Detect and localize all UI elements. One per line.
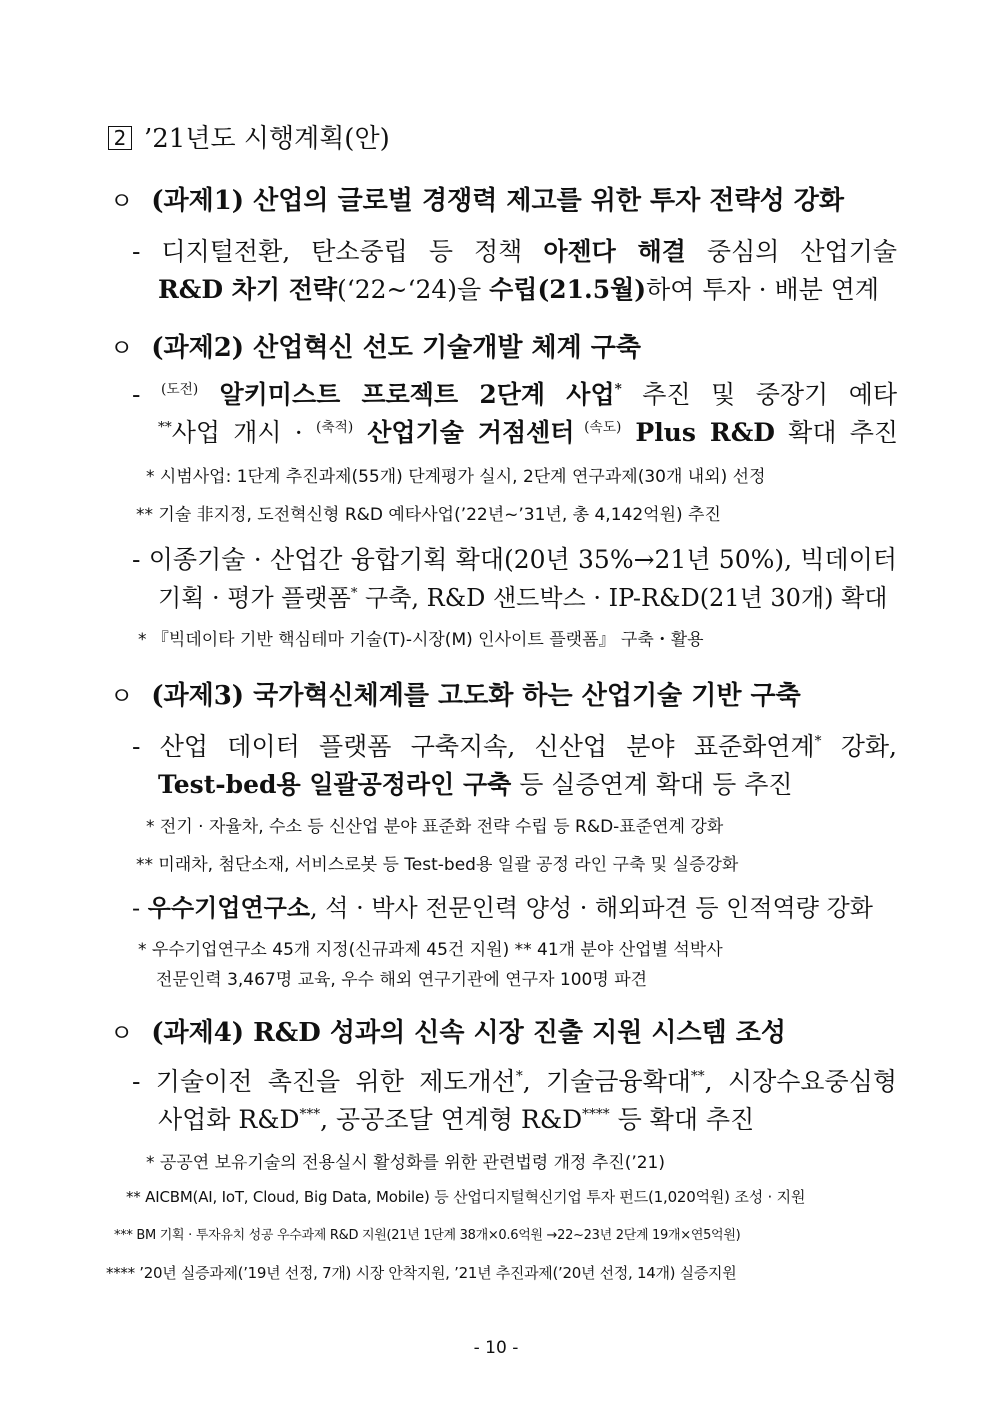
task-4-bullet-line-2 xyxy=(158,1100,898,1136)
task-4-note-1: * 공공연 보유기술의 전용실시 활성화를 위한 관련법령 개정 추진(’21) xyxy=(146,1153,666,1173)
superscript: (속도) xyxy=(574,419,622,436)
footnote-mark: * xyxy=(614,381,622,398)
page-number: - 10 - xyxy=(473,1338,519,1358)
text-bold: 우수기업연구소 xyxy=(147,893,311,922)
task-1-heading xyxy=(110,180,844,217)
text: 하여 투자 · 배분 연계 xyxy=(646,275,880,304)
text-bold: 산업기술 거점센터 xyxy=(353,418,575,447)
task-4-heading xyxy=(110,1012,786,1049)
circle-bullet: ㅇ xyxy=(110,682,134,710)
task-2-note-1: * 시범사업: 1단계 추진과제(55개) 단계평가 실시, 2단계 연구과제(30개 내외) 선정 xyxy=(146,467,766,487)
text: 추진 및 중장기 예타 xyxy=(621,380,897,409)
footnote-mark: * xyxy=(814,733,822,750)
circle-bullet: ㅇ xyxy=(110,1019,134,1047)
task-3-bullet-2 xyxy=(132,888,897,923)
text: 등 실증연계 확대 등 추진 xyxy=(511,770,793,799)
section-number-box: 2 xyxy=(108,126,132,150)
task-2-bullet-1-line-2 xyxy=(158,413,898,449)
footnote-mark: ** xyxy=(690,1068,705,1085)
section-title: ’21년도 시행계획(안) xyxy=(144,124,390,154)
footnote-mark: * xyxy=(515,1068,523,1085)
task-3-note-3-line-1: * 우수기업연구소 45개 지정(신규과제 45건 지원) ** 41개 분야 산업별 석박사 xyxy=(138,940,723,960)
task-1-bullet-line-2 xyxy=(158,270,898,306)
text-bold: R&D 차기 전략 xyxy=(158,275,338,304)
text-bold: 수립 xyxy=(489,275,538,304)
text-bold: Test-bed용 일괄공정라인 구축 xyxy=(158,770,512,799)
text: - 산업 데이터 플랫폼 구축지속, 신산업 분야 표준화연계 xyxy=(132,732,815,761)
footnote-mark: * xyxy=(350,586,358,601)
task-2-title: (과제2) 산업혁신 선도 기술개발 체계 구축 xyxy=(151,333,641,363)
footnote-mark: ** xyxy=(158,419,172,436)
footnote-mark: **** xyxy=(582,1106,610,1123)
text: 확대 추진 xyxy=(774,418,899,447)
task-2-note-3: * 『빅데이타 기반 핵심테마 기술(T)-시장(M) 인사이트 플랫폼』 구축・활용 xyxy=(138,630,704,650)
superscript: (축적) xyxy=(315,419,354,436)
task-3-bullet-1-line-2 xyxy=(158,765,898,801)
text: 사업 개시 · xyxy=(171,418,316,447)
task-3-note-2: ** 미래차, 첨단소재, 서비스로봇 등 Test-bed용 일괄 공정 라인 구축 및 실증강화 xyxy=(136,855,739,875)
task-3-title: (과제3) 국가혁신체계를 고도화 하는 산업기술 기반 구축 xyxy=(151,681,801,711)
circle-bullet: ㅇ xyxy=(110,334,134,362)
text: (‘22~‘24)을 xyxy=(337,275,490,304)
text: 중심의 산업기술 xyxy=(685,237,897,266)
text: , 시장수요중심형 xyxy=(704,1067,897,1096)
text: - 디지털전환, 탄소중립 등 정책 xyxy=(132,237,544,266)
task-4-note-3: *** BM 기획 · 투자유치 성공 우수과제 R&D 지원(21년 1단계 38개×0.6억원 →22~23년 2단계 19개×연5억원) xyxy=(114,1228,741,1243)
text: , 공공조달 연계형 R&D xyxy=(320,1105,583,1134)
text: 기획 · 평가 플랫폼 xyxy=(158,584,351,612)
task-2-bullet-2-line-1: - 이종기술 · 산업간 융합기획 확대(20년 35%→21년 50%), 빅데이터 xyxy=(132,545,897,574)
task-4-note-4: **** ’20년 실증과제(’19년 선정, 7개) 시장 안착지원, ’21년 추진과제(’20년 선정, 14개) 실증지원 xyxy=(106,1264,737,1282)
task-4-bullet-line-1 xyxy=(132,1062,897,1098)
task-2-bullet-1-line-1 xyxy=(132,375,897,411)
circle-bullet: ㅇ xyxy=(110,187,134,215)
task-2-bullet-2-line-2 xyxy=(158,578,898,613)
task-2-note-2: ** 기술 非지정, 도전혁신형 R&D 예타사업(’22년~’31년, 총 4,142억원) 추진 xyxy=(136,505,721,525)
superscript: (도전) xyxy=(160,381,199,398)
text-bold: 아젠다 해결 xyxy=(543,237,686,266)
task-1-bullet-line-1 xyxy=(132,232,897,268)
task-2-heading xyxy=(110,327,641,364)
text-bold: 알키미스트 프로젝트 2단계 사업 xyxy=(198,380,615,409)
text: 강화, xyxy=(821,732,897,761)
text: , 기술금융확대 xyxy=(522,1067,691,1096)
task-3-note-3-line-2: 전문인력 3,467명 교육, 우수 해외 연구기관에 연구자 100명 파견 xyxy=(156,970,648,990)
text: - xyxy=(132,894,148,922)
footnote-mark: *** xyxy=(299,1106,321,1123)
section-heading xyxy=(108,118,390,155)
text: 구축, R&D 샌드박스 · IP-R&D(21년 30개) 확대 xyxy=(357,584,888,612)
text: , 석 · 박사 전문인력 양성 · 해외파견 등 인적역량 강화 xyxy=(310,894,873,922)
task-1-title: (과제1) 산업의 글로벌 경쟁력 제고를 위한 투자 전략성 강화 xyxy=(151,186,844,216)
text-bold: (21.5월) xyxy=(537,275,647,304)
text: 등 확대 추진 xyxy=(609,1105,755,1134)
text-bold: Plus R&D xyxy=(621,418,775,447)
task-4-title: (과제4) R&D 성과의 신속 시장 진출 지원 시스템 조성 xyxy=(151,1018,787,1048)
text: - 기술이전 촉진을 위한 제도개선 xyxy=(132,1067,516,1096)
text: 사업화 R&D xyxy=(158,1105,300,1134)
text: - xyxy=(132,380,161,409)
task-3-note-1: * 전기 · 자율차, 수소 등 신산업 분야 표준화 전략 수립 등 R&D-표준연계 강화 xyxy=(146,817,724,837)
task-4-note-2: ** AICBM(AI, IoT, Cloud, Big Data, Mobile) 등 산업디지털혁신기업 투자 펀드(1,020억원) 조성 · 지원 xyxy=(126,1188,806,1206)
task-3-heading xyxy=(110,675,801,712)
task-3-bullet-1-line-1 xyxy=(132,727,897,763)
